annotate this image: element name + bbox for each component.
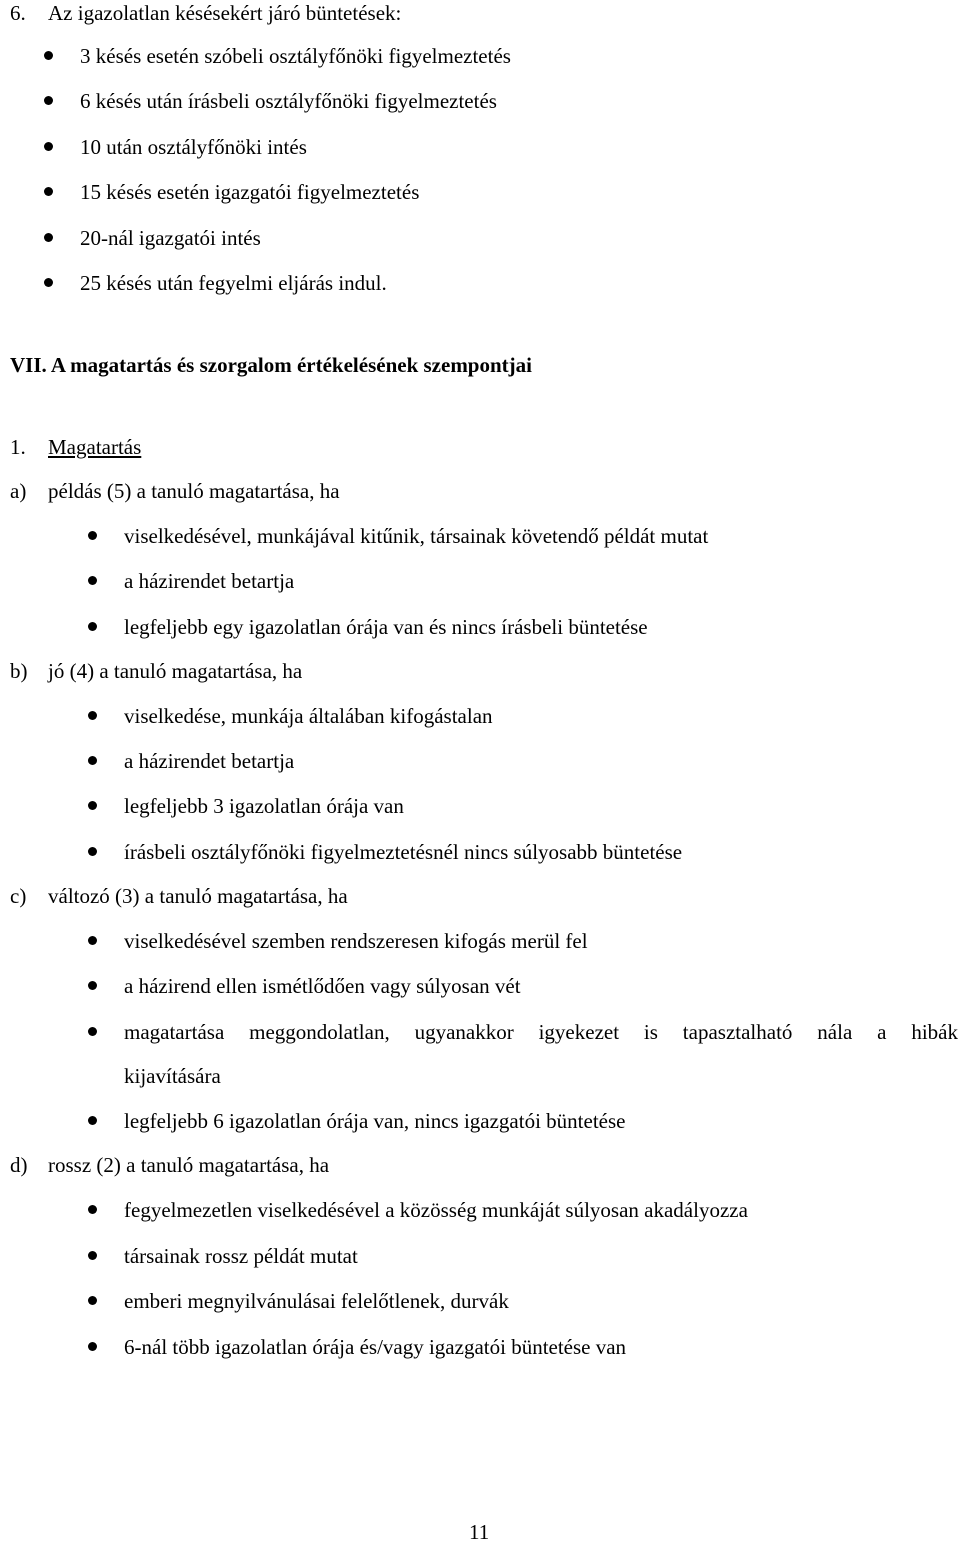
- bullet-icon: [44, 142, 53, 151]
- bullet-icon: [88, 576, 97, 585]
- list-item: 15 késés esetén igazgatói figyelmeztetés: [80, 180, 420, 204]
- list-item: írásbeli osztályfőnöki figyelmeztetésnél nincs súlyosabb büntetése: [124, 840, 683, 864]
- list-item: 6-nál több igazolatlan órája és/vagy igazgatói büntetése van: [124, 1335, 627, 1359]
- chapter-title: VII. A magatartás és szorgalom értékelésének szempontjai: [10, 353, 532, 377]
- section-title: Az igazolatlan késésekért járó büntetések:: [48, 1, 402, 25]
- grade-letter: b): [10, 659, 28, 683]
- list-item: 10 után osztályfőnöki intés: [80, 135, 307, 159]
- list-item: legfeljebb egy igazolatlan órája van és nincs írásbeli büntetése: [124, 615, 648, 639]
- bullet-icon: [44, 51, 53, 60]
- list-item: legfeljebb 3 igazolatlan órája van: [124, 794, 404, 818]
- grade-heading: rossz (2) a tanuló magatartása, ha: [48, 1153, 330, 1177]
- list-item: társainak rossz példát mutat: [124, 1244, 358, 1268]
- list-item: viselkedésével szemben rendszeresen kifogás merül fel: [124, 929, 588, 953]
- bullet-icon: [88, 936, 97, 945]
- list-item: magatartása meggondolatlan, ugyanakkor igyekezet is tapasztalható nála a hibák: [124, 1020, 958, 1044]
- bullet-icon: [88, 1205, 97, 1214]
- bullet-icon: [44, 96, 53, 105]
- list-item-continuation: kijavítására: [124, 1064, 221, 1088]
- list-item: fegyelmezetlen viselkedésével a közösség munkáját súlyosan akadályozza: [124, 1198, 748, 1222]
- bullet-icon: [88, 756, 97, 765]
- list-item: emberi megnyilvánulásai felelőtlenek, durvák: [124, 1289, 509, 1313]
- list-item: legfeljebb 6 igazolatlan órája van, nincs igazgatói büntetése: [124, 1109, 626, 1133]
- list-item: viselkedése, munkája általában kifogástalan: [124, 704, 493, 728]
- bullet-icon: [88, 981, 97, 990]
- list-item: 3 késés esetén szóbeli osztályfőnöki figyelmeztetés: [80, 44, 511, 68]
- bullet-icon: [88, 622, 97, 631]
- bullet-icon: [88, 1296, 97, 1305]
- grade-heading: változó (3) a tanuló magatartása, ha: [48, 884, 348, 908]
- grade-letter: c): [10, 884, 27, 908]
- list-item: a házirendet betartja: [124, 749, 295, 773]
- bullet-icon: [88, 847, 97, 856]
- bullet-icon: [44, 233, 53, 242]
- grade-heading: jó (4) a tanuló magatartása, ha: [48, 659, 303, 683]
- grade-heading: példás (5) a tanuló magatartása, ha: [48, 479, 340, 503]
- bullet-icon: [88, 1251, 97, 1260]
- bullet-icon: [88, 1027, 97, 1036]
- bullet-icon: [88, 531, 97, 540]
- list-item: viselkedésével, munkájával kitűnik, társainak követendő példát mutat: [124, 524, 709, 548]
- bullet-icon: [44, 187, 53, 196]
- grade-letter: a): [10, 479, 27, 503]
- list-item: 6 késés után írásbeli osztályfőnöki figyelmeztetés: [80, 89, 497, 113]
- bullet-icon: [88, 711, 97, 720]
- bullet-icon: [88, 801, 97, 810]
- grade-letter: d): [10, 1153, 28, 1177]
- page-number: 11: [469, 1520, 490, 1544]
- bullet-icon: [88, 1342, 97, 1351]
- subsection-number: 1.: [10, 435, 26, 459]
- list-item: a házirend ellen ismétlődően vagy súlyosan vét: [124, 974, 521, 998]
- section-number: 6.: [10, 1, 26, 25]
- list-item: 20-nál igazgatói intés: [80, 226, 261, 250]
- bullet-icon: [88, 1116, 97, 1125]
- list-item: a házirendet betartja: [124, 569, 295, 593]
- bullet-icon: [44, 278, 53, 287]
- list-item: 25 késés után fegyelmi eljárás indul.: [80, 271, 387, 295]
- subsection-title: Magatartás: [48, 435, 142, 459]
